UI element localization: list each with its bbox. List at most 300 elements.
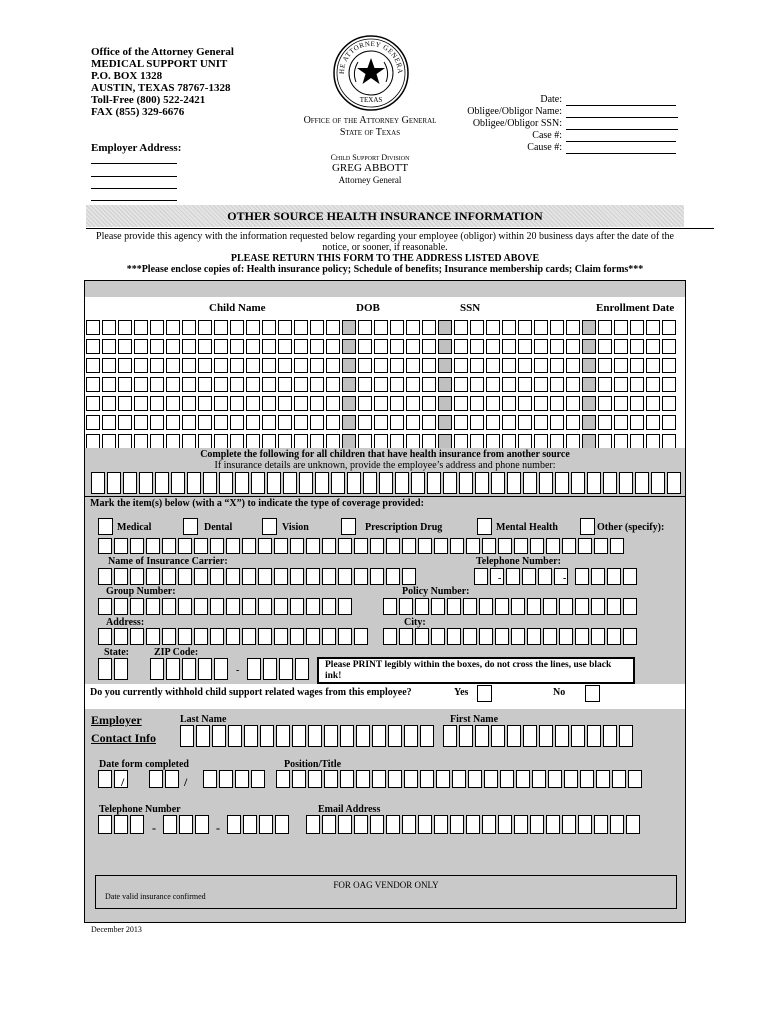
email-cell[interactable] <box>418 815 432 834</box>
phone-cell[interactable] <box>490 568 504 585</box>
position-cell[interactable] <box>436 770 450 788</box>
city-cell[interactable] <box>431 628 445 645</box>
address-cell[interactable] <box>491 472 505 494</box>
address-cell[interactable] <box>635 472 649 494</box>
email-cell[interactable] <box>402 815 416 834</box>
email-cell[interactable] <box>370 815 384 834</box>
child-cell[interactable] <box>230 339 244 354</box>
child-cell[interactable] <box>470 339 484 354</box>
email-cell[interactable] <box>530 815 544 834</box>
group-cell[interactable] <box>290 598 304 615</box>
policy-cell[interactable] <box>463 598 477 615</box>
child-cell[interactable] <box>566 434 580 449</box>
other-cell[interactable] <box>498 538 512 554</box>
child-cell[interactable] <box>134 339 148 354</box>
email-cell[interactable] <box>482 815 496 834</box>
child-cell[interactable] <box>166 396 180 411</box>
child-cell[interactable] <box>390 339 404 354</box>
child-cell[interactable] <box>550 339 564 354</box>
child-cell[interactable] <box>518 339 532 354</box>
policy-cell[interactable] <box>575 598 589 615</box>
child-cell[interactable] <box>150 377 164 392</box>
other-cell[interactable] <box>210 538 224 554</box>
city-cell[interactable] <box>399 628 413 645</box>
child-cell[interactable] <box>502 320 516 335</box>
position-cell[interactable] <box>612 770 626 788</box>
last-name-cell[interactable] <box>356 725 370 747</box>
carrier-cell[interactable] <box>338 568 352 585</box>
child-cell[interactable] <box>438 396 452 411</box>
coverage-other-boxes[interactable] <box>98 538 626 554</box>
child-cell[interactable] <box>150 434 164 449</box>
case-line[interactable] <box>566 141 676 142</box>
address-cell[interactable] <box>619 472 633 494</box>
child-cell[interactable] <box>582 320 596 335</box>
child-cell[interactable] <box>534 339 548 354</box>
child-cell[interactable] <box>374 339 388 354</box>
child-cell[interactable] <box>486 434 500 449</box>
last-name-cell[interactable] <box>404 725 418 747</box>
position-cell[interactable] <box>564 770 578 788</box>
child-cell[interactable] <box>310 377 324 392</box>
phone-cell[interactable] <box>575 568 589 585</box>
child-cell[interactable] <box>294 434 308 449</box>
carrier-boxes[interactable] <box>98 568 418 585</box>
child-cell[interactable] <box>118 396 132 411</box>
child-cell[interactable] <box>502 339 516 354</box>
child-cell[interactable] <box>566 339 580 354</box>
dental-checkbox[interactable] <box>183 518 198 535</box>
child-cell[interactable] <box>358 358 372 373</box>
child-cell[interactable] <box>230 377 244 392</box>
other-cell[interactable] <box>226 538 240 554</box>
child-cell[interactable] <box>198 358 212 373</box>
child-cell[interactable] <box>166 415 180 430</box>
zip-cell[interactable] <box>263 658 277 680</box>
email-cell[interactable] <box>610 815 624 834</box>
policy-cell[interactable] <box>415 598 429 615</box>
child-cell[interactable] <box>86 396 100 411</box>
zip-cell[interactable] <box>166 658 180 680</box>
address-cell[interactable] <box>651 472 665 494</box>
child-cell[interactable] <box>214 415 228 430</box>
child-cell[interactable] <box>470 358 484 373</box>
phone-cell[interactable] <box>506 568 520 585</box>
group-cell[interactable] <box>162 598 176 615</box>
child-cell[interactable] <box>662 434 676 449</box>
child-cell[interactable] <box>310 434 324 449</box>
address-cell[interactable] <box>603 472 617 494</box>
address-cell[interactable] <box>123 472 137 494</box>
group-cell[interactable] <box>242 598 256 615</box>
policy-cell[interactable] <box>559 598 573 615</box>
child-cell[interactable] <box>230 320 244 335</box>
position-cell[interactable] <box>276 770 290 788</box>
child-cell[interactable] <box>214 339 228 354</box>
child-cell[interactable] <box>566 358 580 373</box>
last-name-cell[interactable] <box>372 725 386 747</box>
carrier-cell[interactable] <box>354 568 368 585</box>
child-cell[interactable] <box>246 434 260 449</box>
first-name-cell[interactable] <box>491 725 505 747</box>
child-cell[interactable] <box>326 358 340 373</box>
last-name-cell[interactable] <box>308 725 322 747</box>
phone-cell[interactable] <box>474 568 488 585</box>
children-table[interactable] <box>86 318 678 451</box>
policy-cell[interactable] <box>399 598 413 615</box>
address-cell[interactable] <box>354 628 368 645</box>
child-cell[interactable] <box>582 396 596 411</box>
zip-cell[interactable] <box>295 658 309 680</box>
child-cell[interactable] <box>278 358 292 373</box>
obligee-name-line[interactable] <box>566 117 678 118</box>
child-cell[interactable] <box>630 396 644 411</box>
child-cell[interactable] <box>614 358 628 373</box>
child-cell[interactable] <box>454 434 468 449</box>
zip-cell[interactable] <box>214 658 228 680</box>
child-cell[interactable] <box>246 377 260 392</box>
address-cell[interactable] <box>210 628 224 645</box>
position-cell[interactable] <box>340 770 354 788</box>
child-cell[interactable] <box>214 320 228 335</box>
prescription-checkbox[interactable] <box>341 518 356 535</box>
child-cell[interactable] <box>262 415 276 430</box>
city-cell[interactable] <box>591 628 605 645</box>
child-cell[interactable] <box>630 415 644 430</box>
city-cell[interactable] <box>447 628 461 645</box>
date-day-boxes[interactable] <box>149 770 181 788</box>
child-cell[interactable] <box>294 320 308 335</box>
child-cell[interactable] <box>662 396 676 411</box>
address-cell[interactable] <box>523 472 537 494</box>
child-cell[interactable] <box>598 377 612 392</box>
address-cell[interactable] <box>146 628 160 645</box>
first-name-cell[interactable] <box>459 725 473 747</box>
policy-cell[interactable] <box>447 598 461 615</box>
child-cell[interactable] <box>470 434 484 449</box>
child-cell[interactable] <box>118 415 132 430</box>
child-cell[interactable] <box>86 320 100 335</box>
carrier-cell[interactable] <box>370 568 384 585</box>
child-cell[interactable] <box>566 415 580 430</box>
address-cell[interactable] <box>459 472 473 494</box>
child-cell[interactable] <box>470 320 484 335</box>
child-cell[interactable] <box>326 339 340 354</box>
child-cell[interactable] <box>342 377 356 392</box>
child-cell[interactable] <box>326 377 340 392</box>
other-cell[interactable] <box>530 538 544 554</box>
email-cell[interactable] <box>578 815 592 834</box>
child-cell[interactable] <box>406 415 420 430</box>
address-cell[interactable] <box>162 628 176 645</box>
policy-cell[interactable] <box>495 598 509 615</box>
policy-cell[interactable] <box>383 598 397 615</box>
child-cell[interactable] <box>614 396 628 411</box>
child-cell[interactable] <box>470 377 484 392</box>
child-cell[interactable] <box>486 377 500 392</box>
other-cell[interactable] <box>322 538 336 554</box>
child-cell[interactable] <box>182 320 196 335</box>
child-cell[interactable] <box>646 396 660 411</box>
child-cell[interactable] <box>550 396 564 411</box>
address-cell[interactable] <box>194 628 208 645</box>
city-cell[interactable] <box>495 628 509 645</box>
city-cell[interactable] <box>527 628 541 645</box>
other-cell[interactable] <box>242 538 256 554</box>
child-cell[interactable] <box>326 415 340 430</box>
child-cell[interactable] <box>630 320 644 335</box>
other-cell[interactable] <box>146 538 160 554</box>
last-name-cell[interactable] <box>276 725 290 747</box>
child-cell[interactable] <box>86 339 100 354</box>
child-cell[interactable] <box>358 415 372 430</box>
date-cell[interactable] <box>235 770 249 788</box>
child-cell[interactable] <box>646 377 660 392</box>
child-cell[interactable] <box>566 377 580 392</box>
address-cell[interactable] <box>587 472 601 494</box>
child-cell[interactable] <box>102 358 116 373</box>
child-cell[interactable] <box>262 339 276 354</box>
child-cell[interactable] <box>582 434 596 449</box>
carrier-cell[interactable] <box>114 568 128 585</box>
address-cell[interactable] <box>571 472 585 494</box>
date-cell[interactable] <box>203 770 217 788</box>
policy-cell[interactable] <box>527 598 541 615</box>
child-cell[interactable] <box>438 339 452 354</box>
child-cell[interactable] <box>358 434 372 449</box>
date-month-boxes[interactable] <box>98 770 130 788</box>
child-cell[interactable] <box>614 415 628 430</box>
address-cell[interactable] <box>226 628 240 645</box>
child-cell[interactable] <box>630 377 644 392</box>
child-cell[interactable] <box>630 434 644 449</box>
child-cell[interactable] <box>374 377 388 392</box>
carrier-cell[interactable] <box>274 568 288 585</box>
child-cell[interactable] <box>502 415 516 430</box>
child-cell[interactable] <box>262 358 276 373</box>
child-cell[interactable] <box>502 358 516 373</box>
address-cell[interactable] <box>427 472 441 494</box>
child-cell[interactable] <box>262 320 276 335</box>
child-cell[interactable] <box>454 320 468 335</box>
address-cell[interactable] <box>347 472 361 494</box>
withhold-yes-checkbox[interactable] <box>477 685 492 702</box>
address-cell[interactable] <box>274 628 288 645</box>
date-cell[interactable] <box>219 770 233 788</box>
child-cell[interactable] <box>406 339 420 354</box>
address-cell[interactable] <box>338 628 352 645</box>
child-cell[interactable] <box>342 358 356 373</box>
other-cell[interactable] <box>338 538 352 554</box>
child-cell[interactable] <box>374 320 388 335</box>
last-name-cell[interactable] <box>212 725 226 747</box>
other-cell[interactable] <box>466 538 480 554</box>
zip-cell[interactable] <box>150 658 164 680</box>
child-cell[interactable] <box>454 377 468 392</box>
address-cell[interactable] <box>98 628 112 645</box>
position-cell[interactable] <box>372 770 386 788</box>
zip-ext-boxes[interactable] <box>247 658 311 680</box>
last-name-cell[interactable] <box>388 725 402 747</box>
phone-cell[interactable] <box>607 568 621 585</box>
child-cell[interactable] <box>166 377 180 392</box>
child-cell[interactable] <box>150 396 164 411</box>
child-cell[interactable] <box>534 415 548 430</box>
child-cell[interactable] <box>86 415 100 430</box>
child-cell[interactable] <box>566 320 580 335</box>
child-cell[interactable] <box>598 396 612 411</box>
email-cell[interactable] <box>434 815 448 834</box>
email-cell[interactable] <box>306 815 320 834</box>
phone-cell[interactable] <box>522 568 536 585</box>
child-cell[interactable] <box>246 339 260 354</box>
child-cell[interactable] <box>342 320 356 335</box>
child-cell[interactable] <box>358 320 372 335</box>
child-cell[interactable] <box>278 377 292 392</box>
child-cell[interactable] <box>198 415 212 430</box>
child-cell[interactable] <box>310 339 324 354</box>
child-cell[interactable] <box>646 434 660 449</box>
address-cell[interactable] <box>219 472 233 494</box>
other-cell[interactable] <box>354 538 368 554</box>
carrier-cell[interactable] <box>194 568 208 585</box>
address-cell[interactable] <box>306 628 320 645</box>
child-cell[interactable] <box>598 339 612 354</box>
group-cell[interactable] <box>306 598 320 615</box>
date-year-boxes[interactable] <box>203 770 267 788</box>
employee-address-boxes[interactable] <box>91 472 683 494</box>
address-cell[interactable] <box>258 628 272 645</box>
child-cell[interactable] <box>662 339 676 354</box>
child-cell[interactable] <box>294 377 308 392</box>
child-cell[interactable] <box>390 358 404 373</box>
child-cell[interactable] <box>598 415 612 430</box>
carrier-cell[interactable] <box>178 568 192 585</box>
child-cell[interactable] <box>246 358 260 373</box>
email-cell[interactable] <box>498 815 512 834</box>
child-cell[interactable] <box>198 377 212 392</box>
employer-address-line[interactable] <box>91 200 177 201</box>
child-cell[interactable] <box>550 377 564 392</box>
child-cell[interactable] <box>502 434 516 449</box>
phone-cell[interactable] <box>195 815 209 834</box>
child-cell[interactable] <box>598 358 612 373</box>
other-cell[interactable] <box>562 538 576 554</box>
address-cell[interactable] <box>283 472 297 494</box>
group-cell[interactable] <box>98 598 112 615</box>
child-cell[interactable] <box>230 415 244 430</box>
child-cell[interactable] <box>582 377 596 392</box>
last-name-cell[interactable] <box>228 725 242 747</box>
child-cell[interactable] <box>166 434 180 449</box>
vision-checkbox[interactable] <box>262 518 277 535</box>
carrier-cell[interactable] <box>402 568 416 585</box>
child-cell[interactable] <box>438 358 452 373</box>
child-cell[interactable] <box>534 358 548 373</box>
group-cell[interactable] <box>130 598 144 615</box>
child-cell[interactable] <box>390 415 404 430</box>
group-cell[interactable] <box>210 598 224 615</box>
child-cell[interactable] <box>582 415 596 430</box>
carrier-cell[interactable] <box>146 568 160 585</box>
child-cell[interactable] <box>262 434 276 449</box>
child-cell[interactable] <box>134 320 148 335</box>
child-cell[interactable] <box>518 415 532 430</box>
child-cell[interactable] <box>502 377 516 392</box>
phone-cell[interactable] <box>243 815 257 834</box>
child-cell[interactable] <box>150 415 164 430</box>
child-cell[interactable] <box>518 377 532 392</box>
child-cell[interactable] <box>406 396 420 411</box>
first-name-cell[interactable] <box>443 725 457 747</box>
child-cell[interactable] <box>246 396 260 411</box>
child-cell[interactable] <box>134 377 148 392</box>
child-cell[interactable] <box>86 377 100 392</box>
last-name-cell[interactable] <box>260 725 274 747</box>
child-cell[interactable] <box>422 434 436 449</box>
child-cell[interactable] <box>390 396 404 411</box>
child-cell[interactable] <box>454 396 468 411</box>
state-cell[interactable] <box>114 658 128 680</box>
zip-boxes[interactable] <box>150 658 230 680</box>
first-name-boxes[interactable] <box>443 725 635 747</box>
child-cell[interactable] <box>150 320 164 335</box>
child-cell[interactable] <box>662 377 676 392</box>
child-cell[interactable] <box>246 320 260 335</box>
child-cell[interactable] <box>550 358 564 373</box>
address-cell[interactable] <box>107 472 121 494</box>
child-cell[interactable] <box>134 434 148 449</box>
child-cell[interactable] <box>262 396 276 411</box>
child-cell[interactable] <box>102 377 116 392</box>
child-cell[interactable] <box>182 434 196 449</box>
other-cell[interactable] <box>418 538 432 554</box>
address-cell[interactable] <box>507 472 521 494</box>
child-cell[interactable] <box>406 320 420 335</box>
last-name-cell[interactable] <box>420 725 434 747</box>
address-cell[interactable] <box>539 472 553 494</box>
child-cell[interactable] <box>374 434 388 449</box>
city-cell[interactable] <box>623 628 637 645</box>
child-cell[interactable] <box>534 434 548 449</box>
address-cell[interactable] <box>267 472 281 494</box>
position-cell[interactable] <box>628 770 642 788</box>
address-cell[interactable] <box>251 472 265 494</box>
last-name-cell[interactable] <box>324 725 338 747</box>
address-cell[interactable] <box>91 472 105 494</box>
child-cell[interactable] <box>470 396 484 411</box>
other-cell[interactable] <box>482 538 496 554</box>
phone-cell[interactable] <box>227 815 241 834</box>
child-cell[interactable] <box>438 415 452 430</box>
child-cell[interactable] <box>278 415 292 430</box>
group-cell[interactable] <box>146 598 160 615</box>
child-cell[interactable] <box>374 396 388 411</box>
child-cell[interactable] <box>406 377 420 392</box>
child-cell[interactable] <box>294 358 308 373</box>
child-cell[interactable] <box>326 396 340 411</box>
other-cell[interactable] <box>578 538 592 554</box>
child-cell[interactable] <box>422 320 436 335</box>
phone-cell[interactable] <box>275 815 289 834</box>
last-name-boxes[interactable] <box>180 725 436 747</box>
child-cell[interactable] <box>646 415 660 430</box>
child-cell[interactable] <box>134 396 148 411</box>
email-cell[interactable] <box>450 815 464 834</box>
email-cell[interactable] <box>594 815 608 834</box>
position-cell[interactable] <box>356 770 370 788</box>
other-cell[interactable] <box>274 538 288 554</box>
